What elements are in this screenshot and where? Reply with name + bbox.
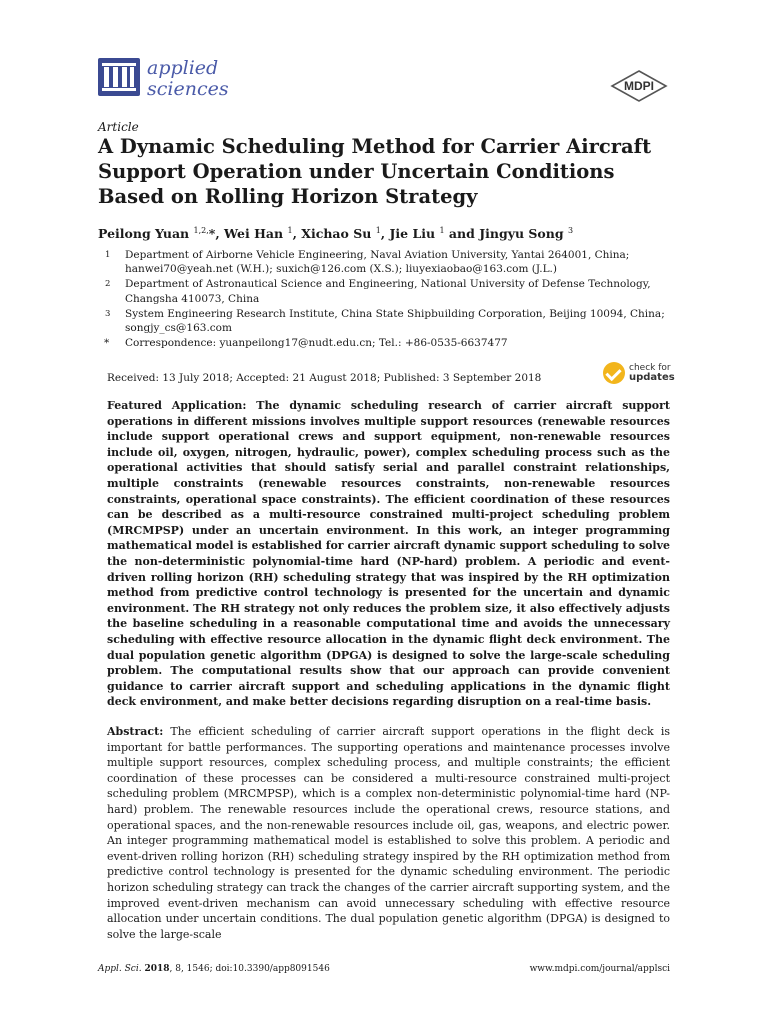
author-list [98,226,678,241]
footer-citation-text: , 8, 1546; doi:10.3390/app8091546 [169,964,330,974]
affiliation-number: 3 [105,308,111,319]
journal-emblem-icon [98,58,140,96]
author-name[interactable]: Wei Han [224,226,284,242]
affiliation-item [98,277,678,305]
author-separator: , [292,226,302,242]
author-affil-marker: 3 [567,226,574,235]
affiliation-text: System Engineering Research Institute, China State Shipbuilding Corporation, Beijing 10094, China; songjy_cs@163.com [125,307,665,335]
featured-application: Featured Application: The dynamic scheduling research of carrier aircraft support operations in different missions involves multiple support resources (renewable resources include support operational crews and support equipment, non-renewable resources include oil, oxygen, nitrogen, hydraulic, power), complex scheduling process such as the operational activities that should satisfy serial and parallel constraint relationships, multiple constraints (renewable resources constraints, non-renewable resources constraints, operational space constraints). The efficient coordination of these resources can be described as a multi-resource constrained multi-project scheduling problem (MRCMPSP) under an uncertain environment. In this work, an integer programming mathematical model is established for carrier aircraft dynamic support scheduling to solve the non-deterministic polynomial-time hard (NP-hard) problem. A periodic and event-driven rolling horizon (RH) scheduling strategy that was inspired by the RH optimization method from predictive control technology is presented for the uncertain and dynamic environment. The RH strategy not only reduces the problem size, it also effectively adjusts the baseline scheduling in a reasonable computational time and avoids the unnecessary scheduling with effective resource allocation in the dynamic flight deck environment. The dual population genetic algorithm (DPGA) is designed to solve the large-scale scheduling problem. The computational results show that our approach can provide convenient guidance to carrier aircraft support and scheduling applications in the dynamic flight deck environment, and make better decisions regarding disruption on a real-time basis. [107,399,670,709]
journal-name [147,58,229,100]
check-for-updates-badge[interactable] [603,362,675,384]
check-updates-label [629,363,675,383]
mdpi-logo-text: MDPI [624,79,654,93]
author-affil-marker: 1 [375,226,381,235]
abstract-text: The efficient scheduling of carrier aircraft support operations in the flight deck is important for battle performances. The supporting operations and maintenance processes involve multiple support resources, complex scheduling process, and multiple constraints; the efficient coordination of these processes can be considered a multi-resource constrained multi-project scheduling problem (MRCMPSP), which is a complex non-deterministic polynomial-time hard (NP-hard) problem. The renewable resources include the operational crews, resource stations, and operational spaces, and the non-renewable resources include oil, gas, weapons, and electric power. An integer programming mathematical model is established to solve this problem. A periodic and event-driven rolling horizon (RH) scheduling strategy inspired by the RH optimization method from predictive control technology is presented for the dynamic scheduling environment. The periodic horizon scheduling strategy can track the changes of the carrier aircraft supporting system, and the improved event-driven mechanism can avoid unnecessary scheduling with effective resource allocation under uncertain conditions. The dual population genetic algorithm (DPGA) is designed to solve the large-scale [107,725,670,941]
footer-url[interactable]: www.mdpi.com/journal/applsci [529,964,670,974]
affiliation-number: 1 [105,250,111,260]
affiliation-text: Department of Astronautical Science and Engineering, National University of Defense Technology, Changsha 410073, China [125,278,651,305]
footer-journal-abbrev: Appl. Sci. [98,964,142,974]
correspondence [98,336,678,350]
journal-name-line2: sciences [147,78,229,100]
journal-logo [98,58,229,100]
journal-name-line1: applied [147,57,219,79]
abstract [107,724,670,942]
footer-year: 2018 [144,964,170,974]
author-separator: , [380,226,390,242]
affiliation-item [98,307,678,335]
footer-citation [98,964,330,974]
check-updates-icon [603,362,625,384]
author-affil-marker: 1 [439,226,445,235]
check-updates-line2: updates [629,372,675,383]
correspondence-symbol: * [104,337,110,350]
author-affil-marker: 1 [287,226,293,235]
author-name[interactable]: Jie Liu [389,226,436,242]
affiliation-list [98,248,678,351]
author-name[interactable]: Jingyu Song [479,226,564,242]
author-separator: and [444,226,480,242]
author-affil-marker: 1,2, [193,226,209,235]
correspondence-text[interactable]: Correspondence: yuanpeilong17@nudt.edu.cn; Tel.: +86-0535-6637477 [125,337,508,350]
affiliation-number: 2 [105,279,111,290]
author-separator: *, [208,226,225,242]
article-type: Article [98,120,139,134]
author-name[interactable]: Xichao Su [301,226,372,242]
author-name[interactable]: Peilong Yuan [98,226,190,242]
check-updates-line1: check for [629,363,671,373]
publication-dates: Received: 13 July 2018; Accepted: 21 August 2018; Published: 3 September 2018 [107,372,542,384]
abstract-label: Abstract: [107,725,164,738]
article-title: A Dynamic Scheduling Method for Carrier Aircraft Support Operation under Uncertain Conditions Based on Rolling Horizon Strategy [98,135,652,208]
affiliation-item [98,248,678,276]
mdpi-logo-icon [609,70,669,102]
affiliation-text: Department of Airborne Vehicle Engineering, Naval Aviation University, Yantai 264001, China; hanwei70@yeah.net (W.H.); suxich@126.com (X.S.); liuyexiaobao@163.com (J.L.) [125,249,630,276]
